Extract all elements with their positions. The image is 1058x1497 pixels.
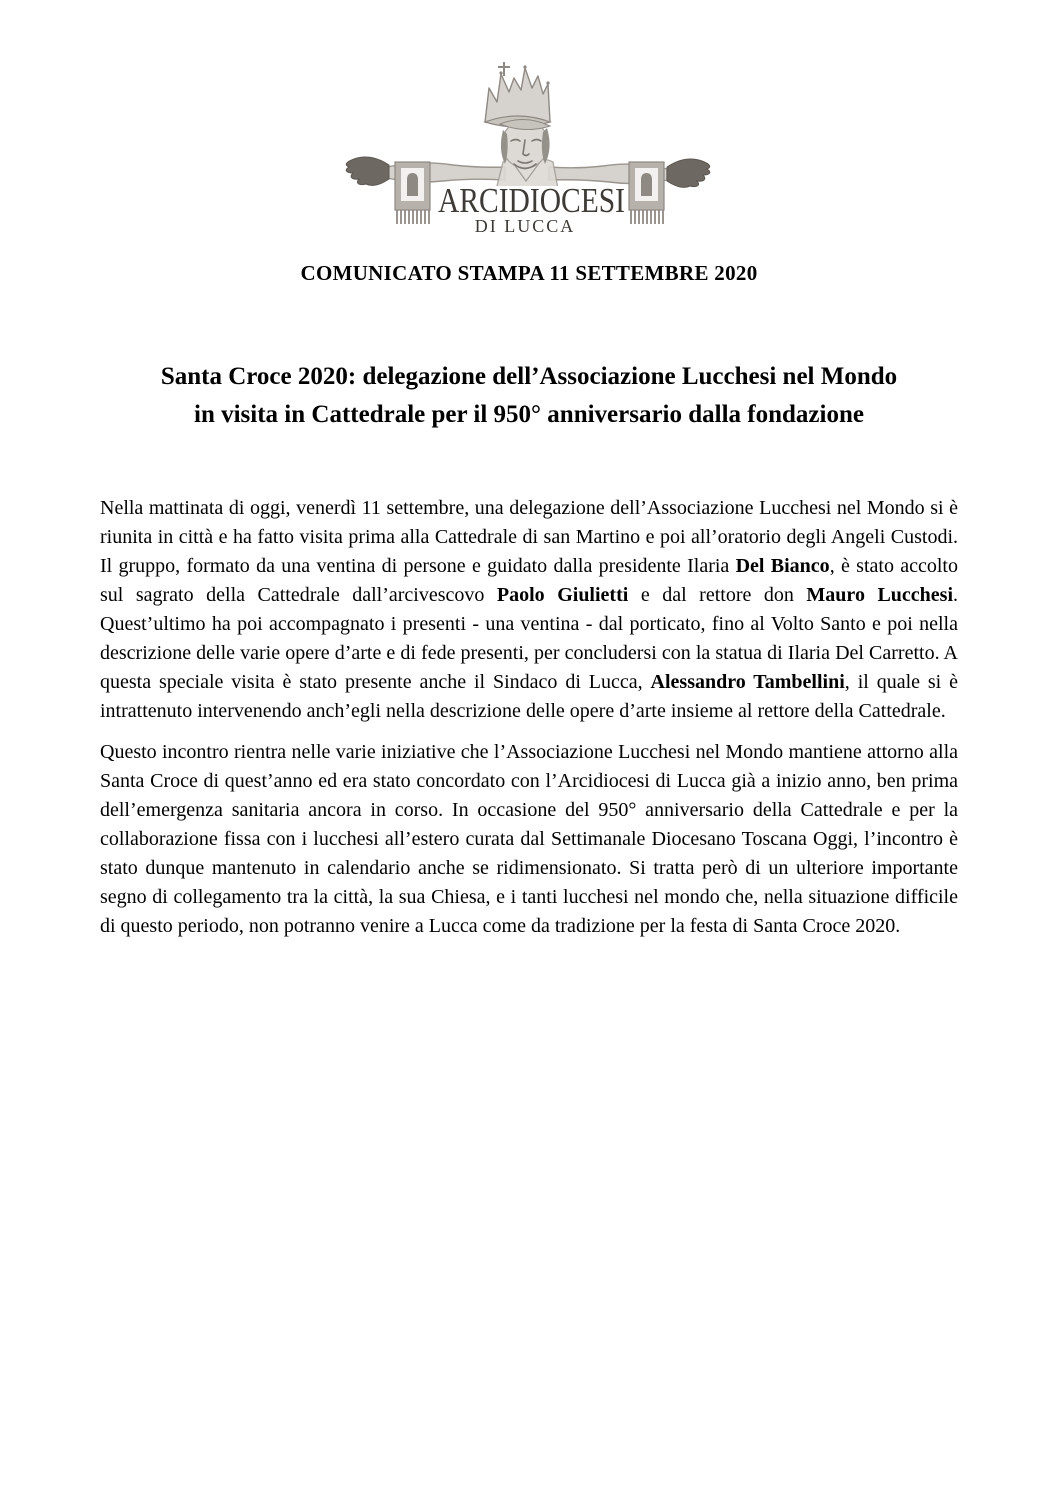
arcidiocesi-logo [341, 62, 713, 242]
right-hand-icon [667, 159, 710, 187]
volto-santo-figure-icon [341, 62, 713, 242]
crown-icon [485, 62, 550, 127]
document-title-line1: Santa Croce 2020: delegazione dell’Associazione Lucchesi nel Mondo [160, 363, 898, 390]
document-title [0, 358, 1058, 434]
paragraph-2: Questo incontro rientra nelle varie iniziative che l’Associazione Lucchesi nel Mondo mantiene attorno alla Santa Croce di quest’anno ed era stato concordato con l’Arcidiocesi di Lucca già a inizio anno, ben prima dell’emergenza sanitaria ancora in corso. In occasione del 950° anniversario della Cattedrale e per la collaborazione fissa con i lucchesi all’estero curata dal Settimanale Diocesano Toscana Oggi, l’incontro è stato dunque mantenuto in calendario anche se ridimensionato. Si tratta però di un ulteriore importante segno di collegamento tra la città, la sua Chiesa, e i tanti lucchesi nel mondo che, nella situazione difficile di questo periodo, non potranno venire a Lucca come da tradizione per la festa di Santa Croce 2020. [100, 741, 958, 937]
left-hand-icon [346, 157, 389, 185]
press-release-heading: COMUNICATO STAMPA 11 SETTEMBRE 2020 [300, 261, 758, 285]
paragraph-1: Nella mattinata di oggi, venerdì 11 settembre, una delegazione dell’Associazione Lucchesi nel Mondo si è riunita in città e ha fatto visita prima alla Cattedrale di san Martino e poi all’oratorio degli Angeli Custodi. Il gruppo, formato da una ventina di persone e guidato dalla presidente Ilaria Del Bianco, è stato accolto sul sagrato della Cattedrale dall’arcivescovo Paolo Giulietti e dal rettore don Mauro Lucchesi. Quest’ultimo ha poi accompagnato i presenti - una ventina - dal porticato, fino al Volto Santo e poi nella descrizione delle varie opere d’arte e di fede presenti, per concludersi con la statua di Ilaria Del Carretto. A questa speciale visita è stato presente anche il Sindaco di Lucca, Alessandro Tambellini, il quale si è intrattenuto intervenendo anch’egli nella descrizione delle opere d’arte insieme al rettore della Cattedrale. [100, 497, 959, 722]
left-sleeve-panel [395, 162, 430, 224]
logo-wordmark-sub: DI LUCCA [474, 216, 576, 236]
document-title-line2: in visita in Cattedrale per il 950° anniversario dalla fondazione [194, 401, 864, 428]
right-sleeve-panel [629, 162, 664, 224]
document-body [100, 494, 958, 953]
logo-wordmark: ARCIDIOCESI [438, 181, 625, 220]
